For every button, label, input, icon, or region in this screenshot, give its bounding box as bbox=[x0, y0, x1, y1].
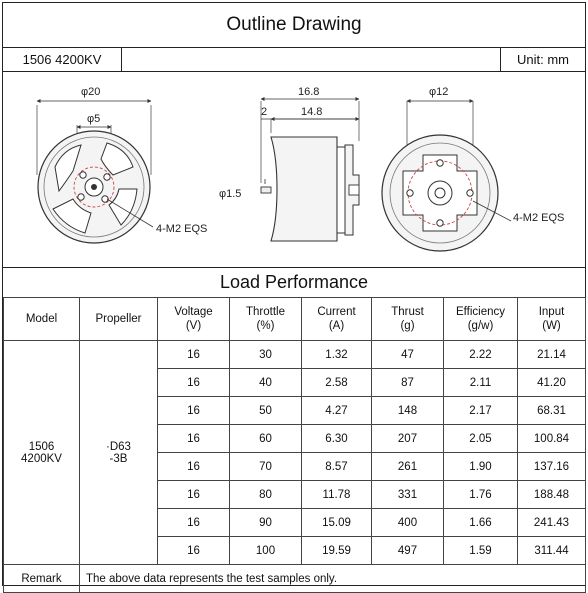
table-cell: 50 bbox=[230, 397, 302, 425]
table-cell: 60 bbox=[230, 425, 302, 453]
load-performance-title: Load Performance bbox=[3, 267, 585, 298]
table-cell: 2.58 bbox=[302, 369, 372, 397]
column-header: Model bbox=[4, 298, 80, 341]
dim-mount-left: 4-M2 EQS bbox=[156, 223, 208, 235]
table-cell: 1.59 bbox=[444, 537, 518, 565]
dim-mount-right: 4-M2 EQS bbox=[513, 212, 565, 224]
remark-row bbox=[4, 565, 586, 593]
table-cell: 47 bbox=[372, 341, 444, 369]
outline-title: Outline Drawing bbox=[3, 3, 585, 48]
table-cell: 100.84 bbox=[518, 425, 586, 453]
dim-outer-dia: φ20 bbox=[81, 86, 101, 98]
table-cell: 80 bbox=[230, 481, 302, 509]
table-cell: 30 bbox=[230, 341, 302, 369]
model-label: 1506 4200KV bbox=[3, 47, 122, 71]
table-cell: 400 bbox=[372, 509, 444, 537]
spec-sheet bbox=[2, 2, 586, 586]
dim-length-offset: 2 bbox=[261, 106, 268, 118]
dim-bottom-dia: φ12 bbox=[429, 86, 449, 98]
column-header: Input (W) bbox=[518, 298, 586, 341]
table-cell: 1.90 bbox=[444, 453, 518, 481]
table-cell: 148 bbox=[372, 397, 444, 425]
table-cell: 261 bbox=[372, 453, 444, 481]
table-cell: 41.20 bbox=[518, 369, 586, 397]
table-cell: 21.14 bbox=[518, 341, 586, 369]
column-header: Current (A) bbox=[302, 298, 372, 341]
unit-label: Unit: mm bbox=[500, 47, 585, 71]
table-cell: 16 bbox=[158, 369, 230, 397]
table-cell: 90 bbox=[230, 509, 302, 537]
table-header-row bbox=[4, 298, 586, 341]
table-cell: 331 bbox=[372, 481, 444, 509]
dim-length-body: 14.8 bbox=[301, 106, 323, 118]
table-cell: 16 bbox=[158, 453, 230, 481]
table-cell: 497 bbox=[372, 537, 444, 565]
table-cell: 16 bbox=[158, 425, 230, 453]
table-cell: 1.76 bbox=[444, 481, 518, 509]
table-cell: 137.16 bbox=[518, 453, 586, 481]
top-view-drawing bbox=[37, 86, 207, 243]
column-header: Voltage (V) bbox=[158, 298, 230, 341]
bottom-view-drawing bbox=[382, 86, 564, 251]
table-cell: 188.48 bbox=[518, 481, 586, 509]
table-cell: 19.59 bbox=[302, 537, 372, 565]
outline-drawings bbox=[3, 71, 585, 268]
model-cell: 1506 4200KV bbox=[4, 341, 80, 565]
column-header: Propeller bbox=[80, 298, 158, 341]
table-cell: 70 bbox=[230, 453, 302, 481]
table-cell: 1.32 bbox=[302, 341, 372, 369]
model-bar bbox=[3, 47, 585, 72]
drawing-canvas bbox=[3, 71, 585, 267]
dim-shaft-dia: φ1.5 bbox=[219, 188, 242, 200]
table-cell: 16 bbox=[158, 341, 230, 369]
table-cell: 2.11 bbox=[444, 369, 518, 397]
table-cell: 87 bbox=[372, 369, 444, 397]
table-cell: 241.43 bbox=[518, 509, 586, 537]
table-row bbox=[4, 341, 586, 369]
dim-inner-dia: φ5 bbox=[87, 113, 101, 125]
table-cell: 6.30 bbox=[302, 425, 372, 453]
table-cell: 8.57 bbox=[302, 453, 372, 481]
remark-label: Remark bbox=[4, 565, 80, 593]
table-cell: 4.27 bbox=[302, 397, 372, 425]
column-header: Throttle (%) bbox=[230, 298, 302, 341]
table-cell: 2.22 bbox=[444, 341, 518, 369]
propeller-cell: ·D63 -3B bbox=[80, 341, 158, 565]
table-cell: 11.78 bbox=[302, 481, 372, 509]
table-cell: 16 bbox=[158, 397, 230, 425]
side-view-drawing bbox=[219, 86, 359, 241]
table-cell: 16 bbox=[158, 481, 230, 509]
table-cell: 16 bbox=[158, 509, 230, 537]
table-cell: 68.31 bbox=[518, 397, 586, 425]
table-cell: 311.44 bbox=[518, 537, 586, 565]
table-cell: 100 bbox=[230, 537, 302, 565]
table-cell: 15.09 bbox=[302, 509, 372, 537]
column-header: Efficiency (g/w) bbox=[444, 298, 518, 341]
table-cell: 2.17 bbox=[444, 397, 518, 425]
table-cell: 2.05 bbox=[444, 425, 518, 453]
remark-text: The above data represents the test samples only. bbox=[80, 565, 586, 593]
table-cell: 1.66 bbox=[444, 509, 518, 537]
table-cell: 40 bbox=[230, 369, 302, 397]
table-cell: 16 bbox=[158, 537, 230, 565]
column-header: Thrust (g) bbox=[372, 298, 444, 341]
table-cell: 207 bbox=[372, 425, 444, 453]
dim-length-total: 16.8 bbox=[298, 86, 320, 98]
performance-table bbox=[3, 297, 586, 593]
